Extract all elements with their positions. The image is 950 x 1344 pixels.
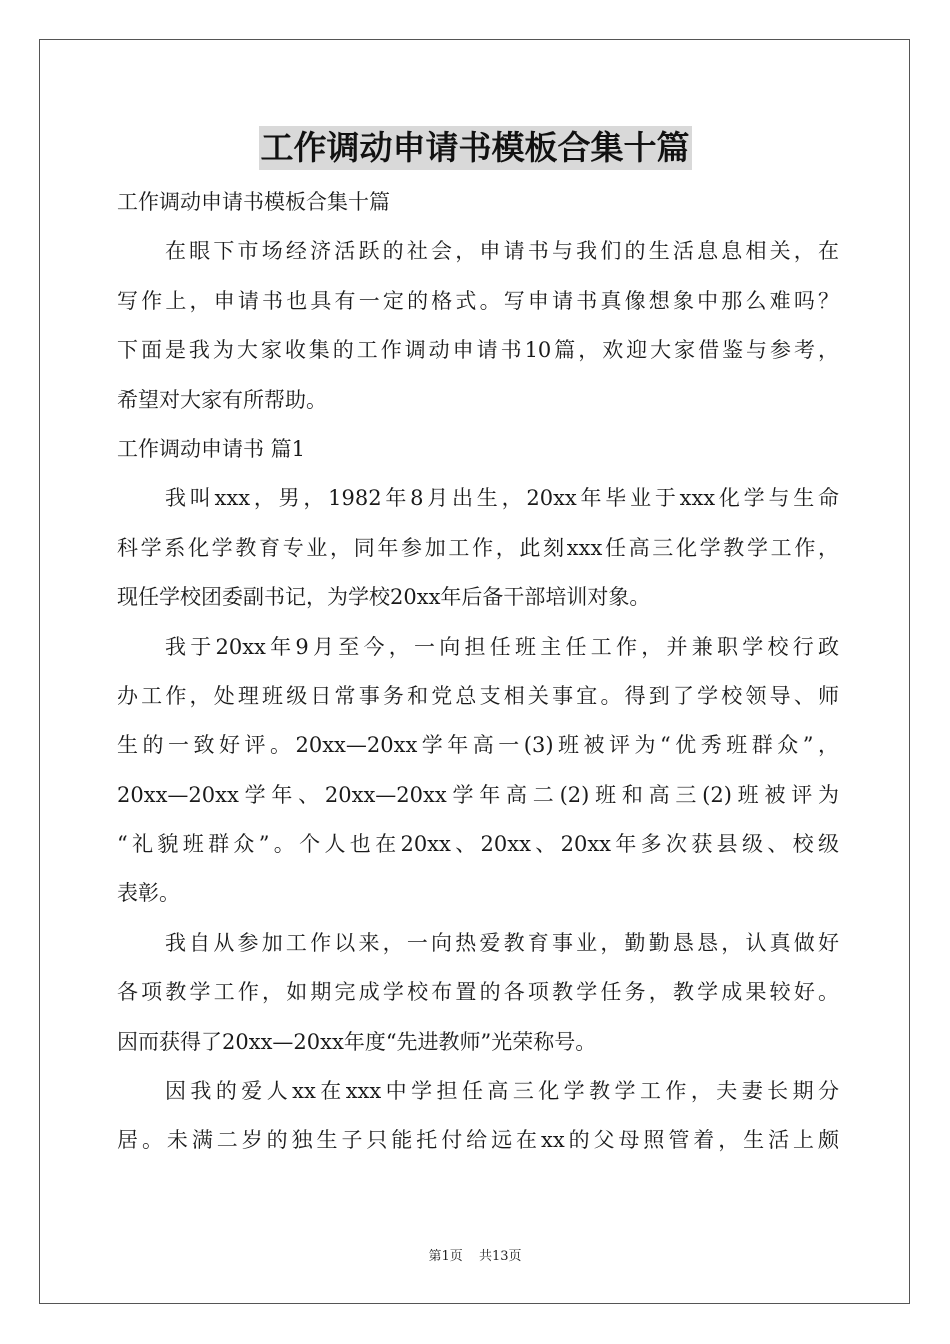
text-line: 我叫xxx，男，1982年8月出生，20xx年毕业于xxx化学与生命 [165, 486, 839, 511]
text-line: 表彰。 [117, 881, 180, 906]
text-line: 在眼下市场经济活跃的社会，申请书与我们的生活息息相关，在 [165, 239, 839, 264]
text-line: 因而获得了20xx—20xx年度“先进教师”光荣称号。 [117, 1029, 597, 1054]
text-line: 办工作，处理班级日常事务和党总支相关事宜。得到了学校领导、师 [117, 683, 839, 708]
text-line: 我于20xx年9月至今，一向担任班主任工作，并兼职学校行政 [165, 634, 839, 659]
text-line: “礼貌班群众”。个人也在20xx、20xx、20xx年多次获县级、校级 [117, 832, 839, 857]
text-line: 写作上，申请书也具有一定的格式。写申请书真像想象中那么难吗？ [117, 288, 839, 313]
text-line: 20xx—20xx学年、20xx—20xx学年高二(2)班和高三(2)班被评为 [117, 782, 839, 807]
text-line: 各项教学工作，如期完成学校布置的各项教学任务，教学成果较好。 [117, 980, 839, 1005]
text-line: 工作调动申请书 篇1 [117, 436, 306, 461]
text-line: 科学系化学教育专业，同年参加工作，此刻xxx任高三化学教学工作， [117, 535, 839, 560]
text-line: 生的一致好评。20xx—20xx学年高一(3)班被评为“优秀班群众”， [117, 733, 839, 758]
page-total: 共13页 [478, 1249, 522, 1264]
text-line: 下面是我为大家收集的工作调动申请书10篇，欢迎大家借鉴与参考， [117, 338, 839, 363]
text-line: 我自从参加工作以来，一向热爱教育事业，勤勤恳恳，认真做好 [165, 930, 839, 955]
text-line: 居。未满二岁的独生子只能托付给远在xx的父母照管着，生活上颇 [117, 1128, 839, 1153]
document-title: 工作调动申请书模板合集十篇 [259, 126, 692, 170]
text-line: 工作调动申请书模板合集十篇 [117, 190, 390, 214]
title-container [0, 126, 950, 170]
text-line: 希望对大家有所帮助。 [117, 387, 327, 412]
text-line: 现任学校团委副书记，为学校20xx年后备干部培训对象。 [117, 585, 651, 610]
page-number: 第1页 [428, 1249, 463, 1264]
page-footer [0, 1245, 950, 1264]
document-body [117, 178, 839, 1166]
text-line: 因我的爱人xx在xxx中学担任高三化学教学工作，夫妻长期分 [165, 1079, 839, 1104]
